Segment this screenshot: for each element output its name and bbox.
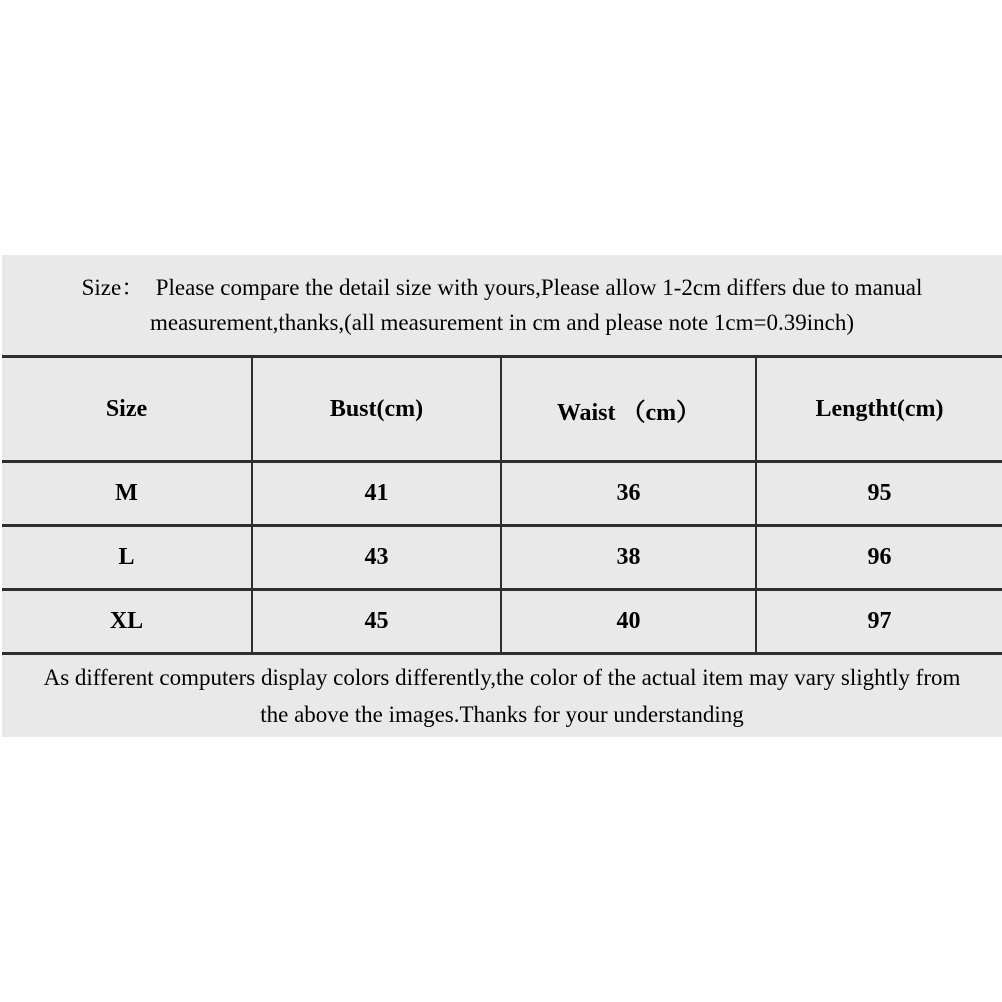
color-disclaimer-line-2: the above the images.Thanks for your understanding [260, 702, 744, 727]
column-header-size: Size [2, 357, 252, 462]
size-notice [2, 255, 1002, 355]
cell-l-length: 96 [756, 526, 1002, 590]
size-chart-panel [2, 255, 1002, 737]
cell-xl-size: XL [2, 590, 252, 654]
cell-m-waist: 36 [501, 462, 756, 526]
cell-xl-length: 97 [756, 590, 1002, 654]
cell-l-size: L [2, 526, 252, 590]
column-header-bust: Bust(cm) [252, 357, 501, 462]
cell-xl-bust: 45 [252, 590, 501, 654]
size-table [2, 355, 1002, 655]
color-disclaimer [2, 655, 1002, 737]
table-row-l [2, 526, 1002, 590]
column-header-length: Lengtht(cm) [756, 357, 1002, 462]
size-notice-line-1: Size： Please compare the detail size with yours,Please allow 1-2cm differs due to manual [81, 275, 923, 300]
cell-m-length: 95 [756, 462, 1002, 526]
column-header-waist: Waist （cm） [501, 357, 756, 462]
size-notice-line-2: measurement,thanks,(all measurement in cm and please note 1cm=0.39inch) [149, 310, 854, 335]
cell-l-waist: 38 [501, 526, 756, 590]
size-table-header-row [2, 357, 1002, 462]
table-row-xl [2, 590, 1002, 654]
table-row-m [2, 462, 1002, 526]
color-disclaimer-line-1: As different computers display colors differently,the color of the actual item may vary slightly from [43, 665, 961, 690]
cell-m-size: M [2, 462, 252, 526]
cell-xl-waist: 40 [501, 590, 756, 654]
cell-l-bust: 43 [252, 526, 501, 590]
cell-m-bust: 41 [252, 462, 501, 526]
